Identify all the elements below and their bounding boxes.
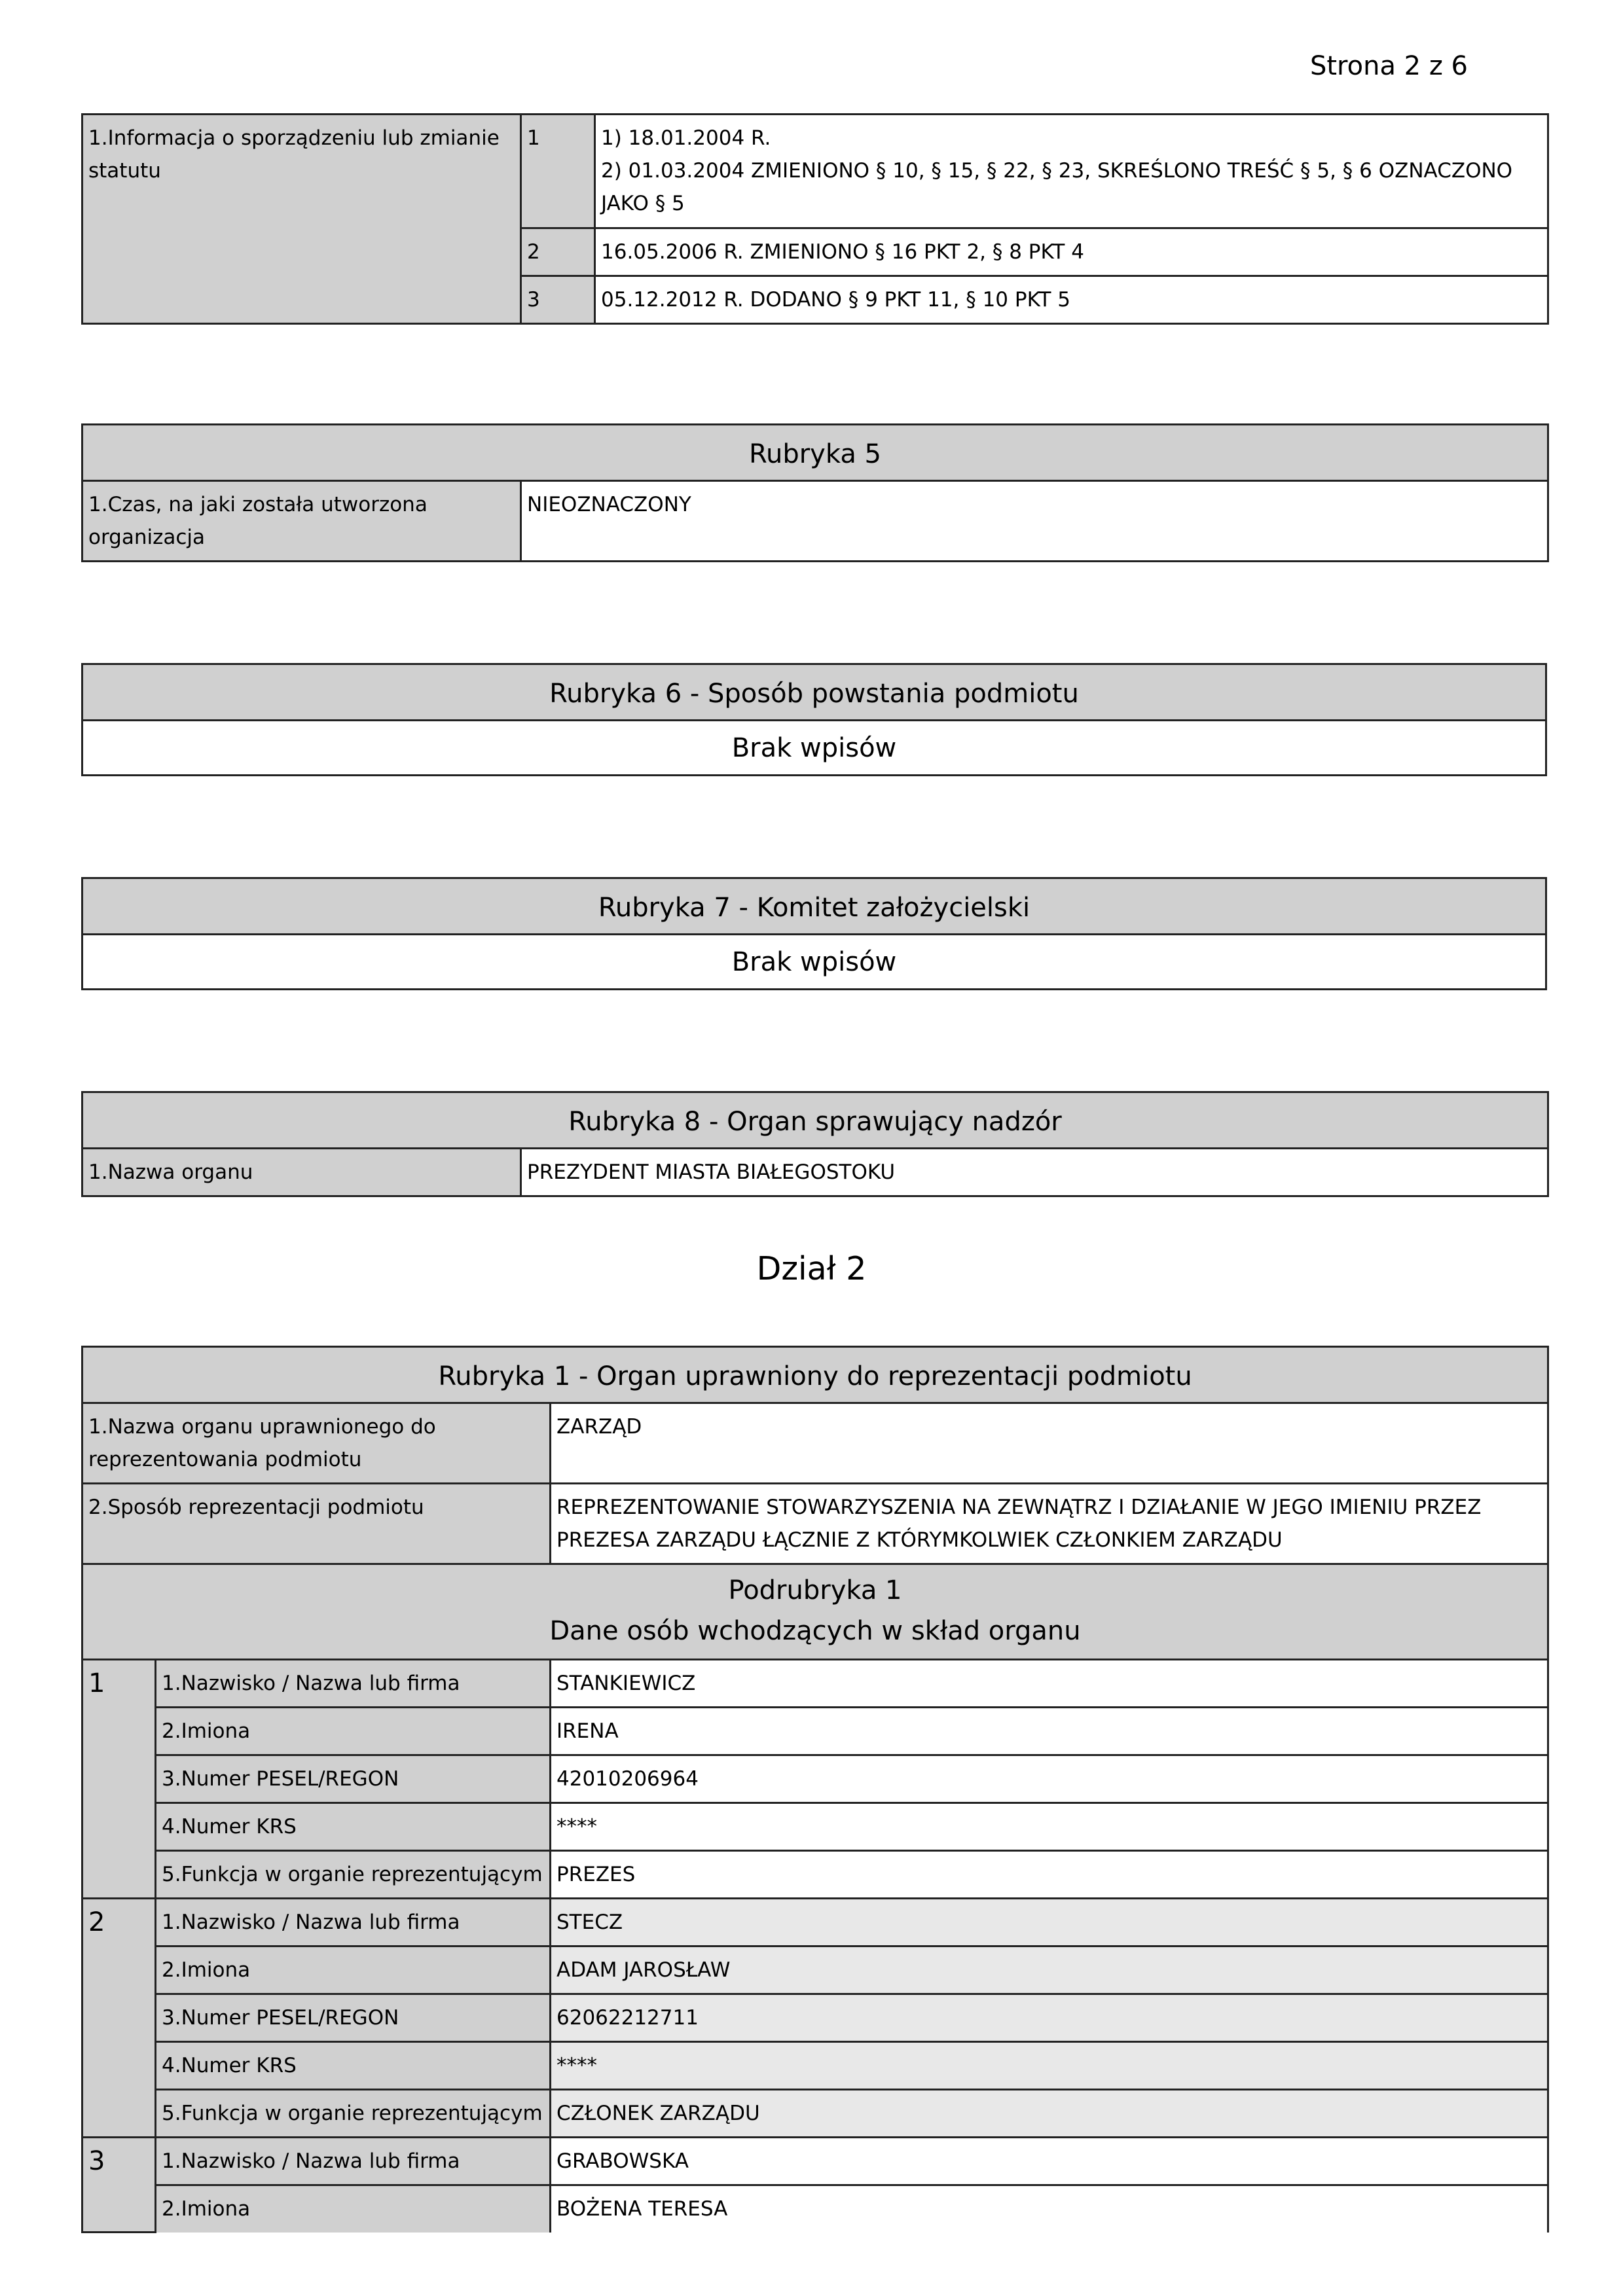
- rubryka5-value: NIEOZNACZONY: [521, 481, 1548, 562]
- person-field-label: 3.Numer PESEL/REGON: [156, 1994, 551, 2042]
- person-field-label: 1.Nazwisko / Nazwa lub firma: [156, 2138, 551, 2185]
- rubryka5-label: 1.Czas, na jaki została utworzona organizacja: [82, 481, 521, 562]
- person-field-value: ****: [551, 1803, 1548, 1851]
- rubryka5-table: [81, 423, 1549, 562]
- person-field-value: ADAM JAROSŁAW: [551, 1946, 1548, 1994]
- person-field-label: 1.Nazwisko / Nazwa lub firma: [156, 1899, 551, 1946]
- person-number: 2: [82, 1899, 156, 2138]
- person-field-value: GRABOWSKA: [551, 2138, 1548, 2185]
- person-field-value: STANKIEWICZ: [551, 1660, 1548, 1708]
- rubryka8-title: Rubryka 8 - Organ sprawujący nadzór: [82, 1092, 1548, 1149]
- statut-entry-value: [595, 115, 1548, 228]
- page-number: Strona 2 z 6: [1309, 51, 1468, 81]
- rubryka8-value: PREZYDENT MIASTA BIAŁEGOSTOKU: [521, 1149, 1548, 1196]
- rubryka8-label: 1.Nazwa organu: [82, 1149, 521, 1196]
- person-field-label: 5.Funkcja w organie reprezentującym: [156, 2090, 551, 2138]
- person-number: 3: [82, 2138, 156, 2233]
- person-field-value: 62062212711: [551, 1994, 1548, 2042]
- d2r1-value: ZARZĄD: [551, 1403, 1548, 1484]
- d2r1-label: 2.Sposób reprezentacji podmiotu: [82, 1484, 551, 1564]
- person-field-label: 2.Imiona: [156, 2185, 551, 2233]
- person-field-label: 1.Nazwisko / Nazwa lub firma: [156, 1660, 551, 1708]
- statut-table: [81, 113, 1549, 325]
- person-field-value: IRENA: [551, 1708, 1548, 1755]
- d2r1-value: REPREZENTOWANIE STOWARZYSZENIA NA ZEWNĄTRZ I DZIAŁANIE W JEGO IMIENIU PRZEZ PREZESA ZARZĄDU ŁĄCZNIE Z KTÓRYMKOLWIEK CZŁONKIEM ZARZĄDU: [551, 1484, 1548, 1564]
- rubryka6-title: Rubryka 6 - Sposób powstania podmiotu: [82, 664, 1546, 721]
- rubryka5-title: Rubryka 5: [82, 425, 1548, 481]
- statut-entry-no: 2: [521, 228, 595, 276]
- rubryka7-title: Rubryka 7 - Komitet założycielski: [82, 878, 1546, 935]
- rubryka6-empty: Brak wpisów: [82, 721, 1546, 776]
- statut-entry-line: 1) 18.01.2004 R.: [601, 126, 771, 150]
- subsection-header: [82, 1564, 1548, 1660]
- d2r1-label: 1.Nazwa organu uprawnionego do reprezentowania podmiotu: [82, 1403, 551, 1484]
- statut-entry-no: 1: [521, 115, 595, 228]
- rubryka8-table: [81, 1091, 1549, 1197]
- subsection-title: Podrubryka 1: [728, 1575, 902, 1605]
- statut-entry-no: 3: [521, 276, 595, 324]
- person-field-label: 2.Imiona: [156, 1708, 551, 1755]
- d2r1-table: [81, 1346, 1549, 2233]
- person-field-label: 3.Numer PESEL/REGON: [156, 1755, 551, 1803]
- person-field-label: 4.Numer KRS: [156, 1803, 551, 1851]
- person-field-value: STECZ: [551, 1899, 1548, 1946]
- statut-entry-value: 05.12.2012 R. DODANO § 9 PKT 11, § 10 PKT 5: [595, 276, 1548, 324]
- person-field-label: 4.Numer KRS: [156, 2042, 551, 2090]
- statut-entry-line: 2) 01.03.2004 ZMIENIONO § 10, § 15, § 22, § 23, SKREŚLONO TREŚĆ § 5, § 6 OZNACZONO JAKO § 5: [601, 159, 1513, 215]
- rubryka6-table: [81, 663, 1547, 776]
- section-title: Dział 2: [756, 1250, 867, 1287]
- statut-entry-value: 16.05.2006 R. ZMIENIONO § 16 PKT 2, § 8 PKT 4: [595, 228, 1548, 276]
- person-field-label: 2.Imiona: [156, 1946, 551, 1994]
- subsection-subtitle: Dane osób wchodzących w skład organu: [549, 1616, 1081, 1646]
- person-field-value: 42010206964: [551, 1755, 1548, 1803]
- person-field-value: CZŁONEK ZARZĄDU: [551, 2090, 1548, 2138]
- person-field-value: BOŻENA TERESA: [551, 2185, 1548, 2233]
- person-field-value: PREZES: [551, 1851, 1548, 1899]
- person-number: 1: [82, 1660, 156, 1899]
- rubryka7-empty: Brak wpisów: [82, 935, 1546, 990]
- person-field-label: 5.Funkcja w organie reprezentującym: [156, 1851, 551, 1899]
- statut-label: 1.Informacja o sporządzeniu lub zmianie statutu: [82, 115, 521, 324]
- rubryka7-table: [81, 877, 1547, 990]
- person-field-value: ****: [551, 2042, 1548, 2090]
- d2r1-title: Rubryka 1 - Organ uprawniony do reprezentacji podmiotu: [82, 1347, 1548, 1403]
